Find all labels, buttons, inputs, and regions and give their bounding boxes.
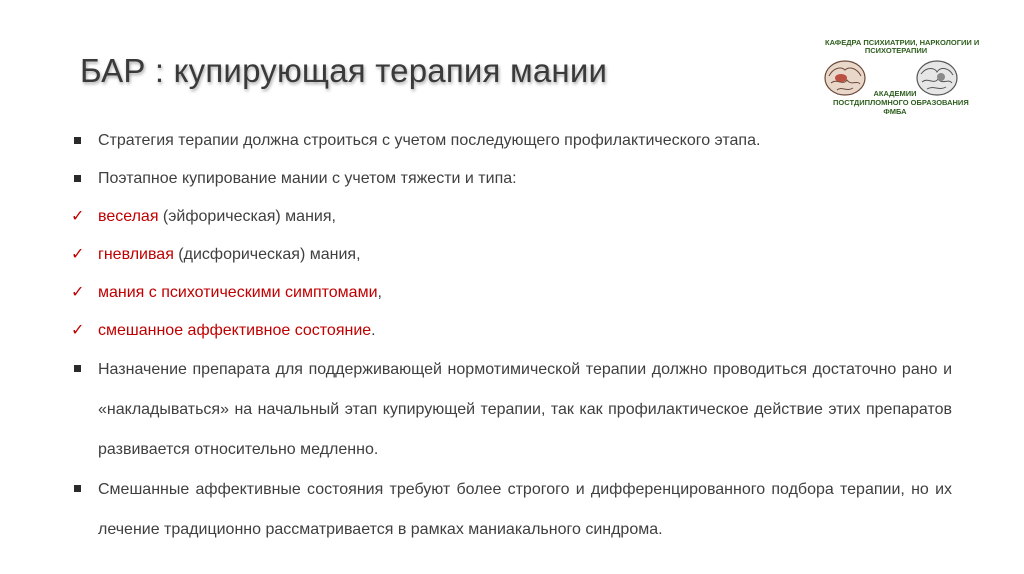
list-item bbox=[72, 160, 952, 198]
logo-line: ПСИХОТЕРАПИИ bbox=[864, 46, 928, 55]
list-item bbox=[72, 198, 952, 236]
list-item bbox=[72, 470, 952, 550]
checkmark-icon: ✓ bbox=[71, 208, 85, 225]
logo-line: КАФЕДРА ПСИХИАТРИИ, НАРКОЛОГИИ И bbox=[825, 38, 980, 47]
bullet-list bbox=[72, 122, 952, 550]
logo-line: ФМБА bbox=[883, 107, 907, 116]
list-item bbox=[72, 122, 952, 160]
item-highlight: гневливая bbox=[98, 246, 174, 263]
logo-line: АКАДЕМИИ bbox=[873, 89, 917, 98]
item-text: Стратегия терапии должна строиться с учетом последующего профилактического этапа. bbox=[98, 132, 761, 149]
checkmark-icon: ✓ bbox=[71, 322, 85, 339]
square-bullet-icon bbox=[74, 175, 81, 182]
item-text: Смешанные аффективные состояния требуют более строгого и дифференцированного подбора терапии, но их лечение традиционно рассматривается в рамках маниакального синдрома. bbox=[98, 481, 952, 538]
list-item bbox=[72, 274, 952, 312]
square-bullet-icon bbox=[74, 365, 81, 372]
item-text: Поэтапное купирование мании с учетом тяжести и типа: bbox=[98, 170, 517, 187]
item-text: (дисфорическая) мания, bbox=[173, 246, 361, 263]
slide-title: БАР : купирующая терапия мании bbox=[80, 52, 608, 89]
list-item bbox=[72, 350, 952, 470]
list-item bbox=[72, 236, 952, 274]
square-bullet-icon bbox=[74, 485, 81, 492]
logo-line: ПОСТДИПЛОМНОГО ОБРАЗОВАНИЯ bbox=[833, 98, 969, 107]
checkmark-icon: ✓ bbox=[71, 246, 85, 263]
item-highlight: смешанное аффективное состояние bbox=[98, 322, 372, 339]
square-bullet-icon bbox=[74, 137, 81, 144]
item-text: , bbox=[377, 284, 382, 301]
item-text: (эйфорическая) мания, bbox=[158, 208, 336, 225]
department-logo bbox=[823, 30, 980, 125]
checkmark-icon: ✓ bbox=[71, 284, 85, 301]
item-highlight: веселая bbox=[98, 208, 159, 225]
item-text: . bbox=[371, 322, 376, 339]
item-highlight: мания с психотическими симптомами bbox=[98, 284, 378, 301]
item-text: Назначение препарата для поддерживающей нормотимической терапии должно проводиться достаточно рано и «накладываться» на начальный этап купирующей терапии, так как профилактическое действие этих препаратов развивается относительно медленно. bbox=[98, 361, 952, 458]
list-item bbox=[72, 312, 952, 350]
